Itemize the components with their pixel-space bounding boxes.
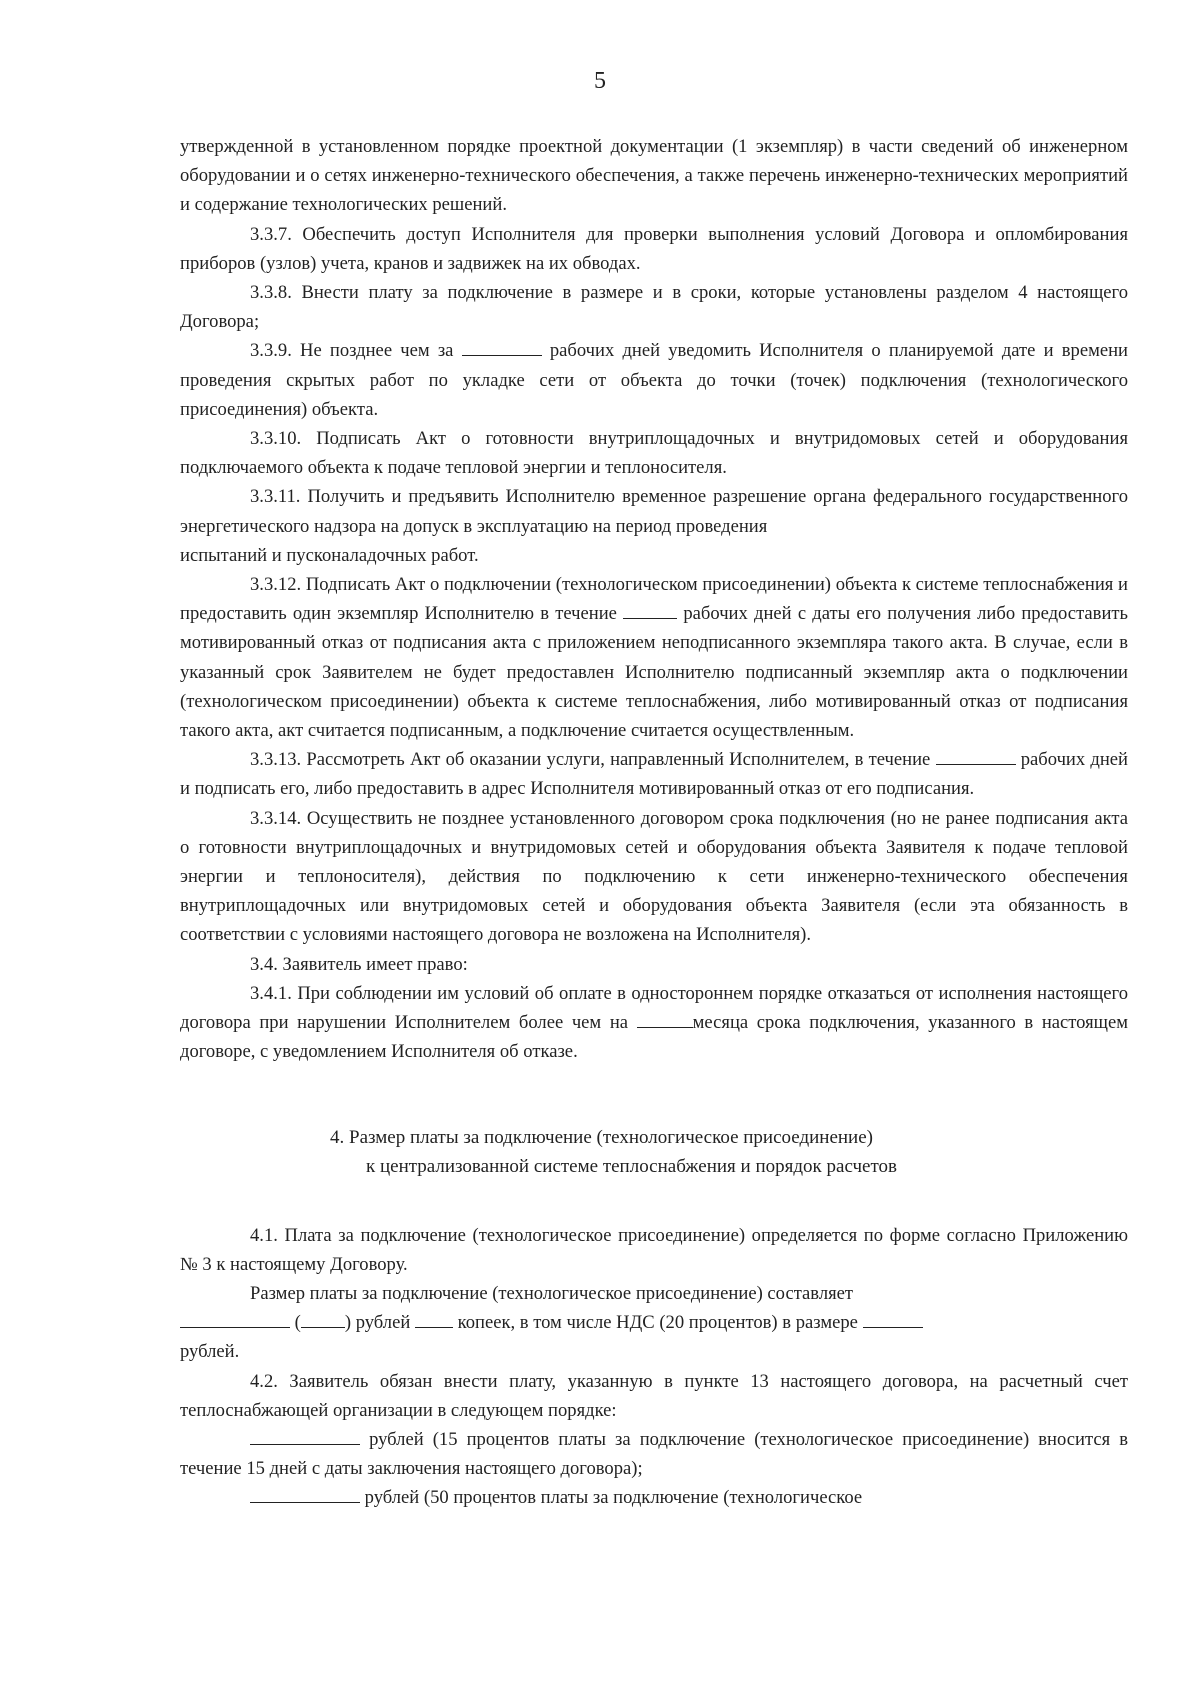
- paragraph-4-1-amount: Размер платы за подключение (технологическое присоединение) составляет: [250, 1282, 854, 1304]
- paragraph-4-1: 4.1. Плата за подключение (технологическое присоединение) определяется по форме согласно Приложению № 3 к настоящему Договору.: [180, 1224, 1128, 1275]
- paragraph-3-3-12: [180, 570, 1128, 745]
- paragraph-3-3-10: 3.3.10. Подписать Акт о готовности внутриплощадочных и внутридомовых сетей и оборудования подключаемого объекта к подаче тепловой энергии и теплоносителя.: [180, 428, 1128, 479]
- amount-line: [180, 1308, 1128, 1337]
- section-4-title-line1: 4. Размер платы за подключение (технологическое присоединение): [330, 1126, 873, 1148]
- paragraph-3-4: 3.4. Заявитель имеет право:: [250, 953, 468, 975]
- blank-field: [180, 1309, 290, 1328]
- paragraph-intro: утвержденной в установленном порядке проектной документации (1 экземпляр) в части сведений об инженерном оборудовании и о сетях инженерно-технического обеспечения, а также перечень инженерно-технических мероприятий и содержание технологических решений.: [180, 136, 1128, 216]
- paragraph-3-3-11: 3.3.11. Получить и предъявить Исполнителю временное разрешение органа федерального государственного энергетического надзора на допуск в эксплуатацию на период проведения: [180, 486, 1128, 537]
- amount-open-paren: (: [294, 1312, 301, 1334]
- paragraph-3-4-1: [180, 979, 1128, 1067]
- blank-field: [863, 1309, 923, 1328]
- paragraph-4-2-installment-1: [180, 1425, 1128, 1483]
- installment-1-text: рублей (15 процентов платы за подключение (технологическое присоединение) вносится в течение 15 дней с даты заключения настоящего договора);: [180, 1428, 1128, 1480]
- paragraph-4-1-rubles: рублей.: [180, 1341, 240, 1363]
- paragraph-3-3-12-end: рабочих дней с даты его получения либо предоставить мотивированный отказ от подписания акта с приложением неподписанного экземпляра такого акта. В случае, если в указанный срок Заявителем не будет предоставлен Исполнителю подписанный экземпляр акта о подключении (технологическом присоединении) объекта к системе теплоснабжения, либо мотивированный отказ от подписания такого акта, акт считается подписанным, а подключение считается осуществленным.: [180, 603, 1129, 742]
- paragraph-3-3-9: [180, 336, 1128, 424]
- blank-field: [637, 1009, 693, 1028]
- paragraph-3-3-9-start: 3.3.9. Не позднее чем за: [250, 340, 454, 362]
- document-body: [180, 132, 1128, 1513]
- paragraph-3-4-1-end: месяца срока подключения, указанного в настоящем договоре, с уведомлением Исполнителя об отказе.: [180, 1012, 1128, 1063]
- installment-2-text: рублей (50 процентов платы за подключение (технологическое: [364, 1487, 863, 1509]
- paragraph-3-3-13-end: рабочих дней и подписать его, либо предоставить в адрес Исполнителя мотивированный отказ от его подписания.: [180, 749, 1129, 800]
- paragraph-3-3-13-start: 3.3.13. Рассмотреть Акт об оказании услуги, направленный Исполнителем, в течение: [250, 749, 931, 771]
- paragraph-3-4-1-start: 3.4.1. При соблюдении им условий об оплате в одностороннем порядке отказаться от исполнения настоящего договора при нарушении Исполнителем более чем на: [180, 982, 1128, 1034]
- paragraph-3-3-7: 3.3.7. Обеспечить доступ Исполнителя для проверки выполнения условий Договора и опломбирования приборов (узлов) учета, кранов и задвижек на их обводах.: [180, 223, 1128, 274]
- paragraph-3-3-13: [180, 745, 1128, 803]
- blank-field: [415, 1309, 453, 1328]
- amount-kopecks-vat: копеек, в том числе НДС (20 процентов) в размере: [457, 1312, 858, 1334]
- paragraph-3-3-9-end: рабочих дней уведомить Исполнителя о планируемой дате и времени проведения скрытых работ по укладке сети от объекта до точки (точек) подключения (технологического присоединения) объекта.: [180, 340, 1129, 420]
- paragraph-3-3-14: 3.3.14. Осуществить не позднее установленного договором срока подключения (но не ранее подписания акта о готовности внутриплощадочных и внутридомовых сетей и оборудования объекта Заявителя к подаче тепловой энергии и теплоносителя), действия по подключению к сети инженерно-технического обеспечения внутриплощадочных или внутридомовых сетей и оборудования объекта Заявителя (если эта обязанность в соответствии с условиями настоящего договора не возложена на Исполнителя).: [180, 807, 1128, 946]
- blank-field: [936, 746, 1016, 765]
- paragraph-3-3-8: 3.3.8. Внести плату за подключение в размере и в сроки, которые установлены разделом 4 настоящего Договора;: [180, 282, 1128, 333]
- paragraph-4-2: 4.2. Заявитель обязан внести плату, указанную в пункте 13 настоящего договора, на расчетный счет теплоснабжающей организации в следующем порядке:: [180, 1370, 1128, 1421]
- blank-field: [250, 1484, 360, 1503]
- paragraph-3-3-12-start: 3.3.12. Подписать Акт о подключении (технологическом присоединении) объекта к системе теплоснабжения и предоставить один экземпляр Исполнителю в течение: [180, 574, 1128, 625]
- blank-field: [301, 1309, 345, 1328]
- section-4-title-line2: к централизованной системе теплоснабжения и порядок расчетов: [366, 1155, 898, 1177]
- blank-field: [250, 1426, 360, 1445]
- blank-field: [623, 600, 677, 619]
- section-4-title: [180, 1123, 1128, 1181]
- paragraph-3-3-11-cont: испытаний и пусконаладочных работ.: [180, 544, 479, 566]
- amount-rubles: ) рублей: [344, 1312, 411, 1334]
- blank-field: [462, 337, 542, 356]
- page-number: 5: [594, 68, 606, 94]
- paragraph-4-2-installment-2: [180, 1483, 1128, 1512]
